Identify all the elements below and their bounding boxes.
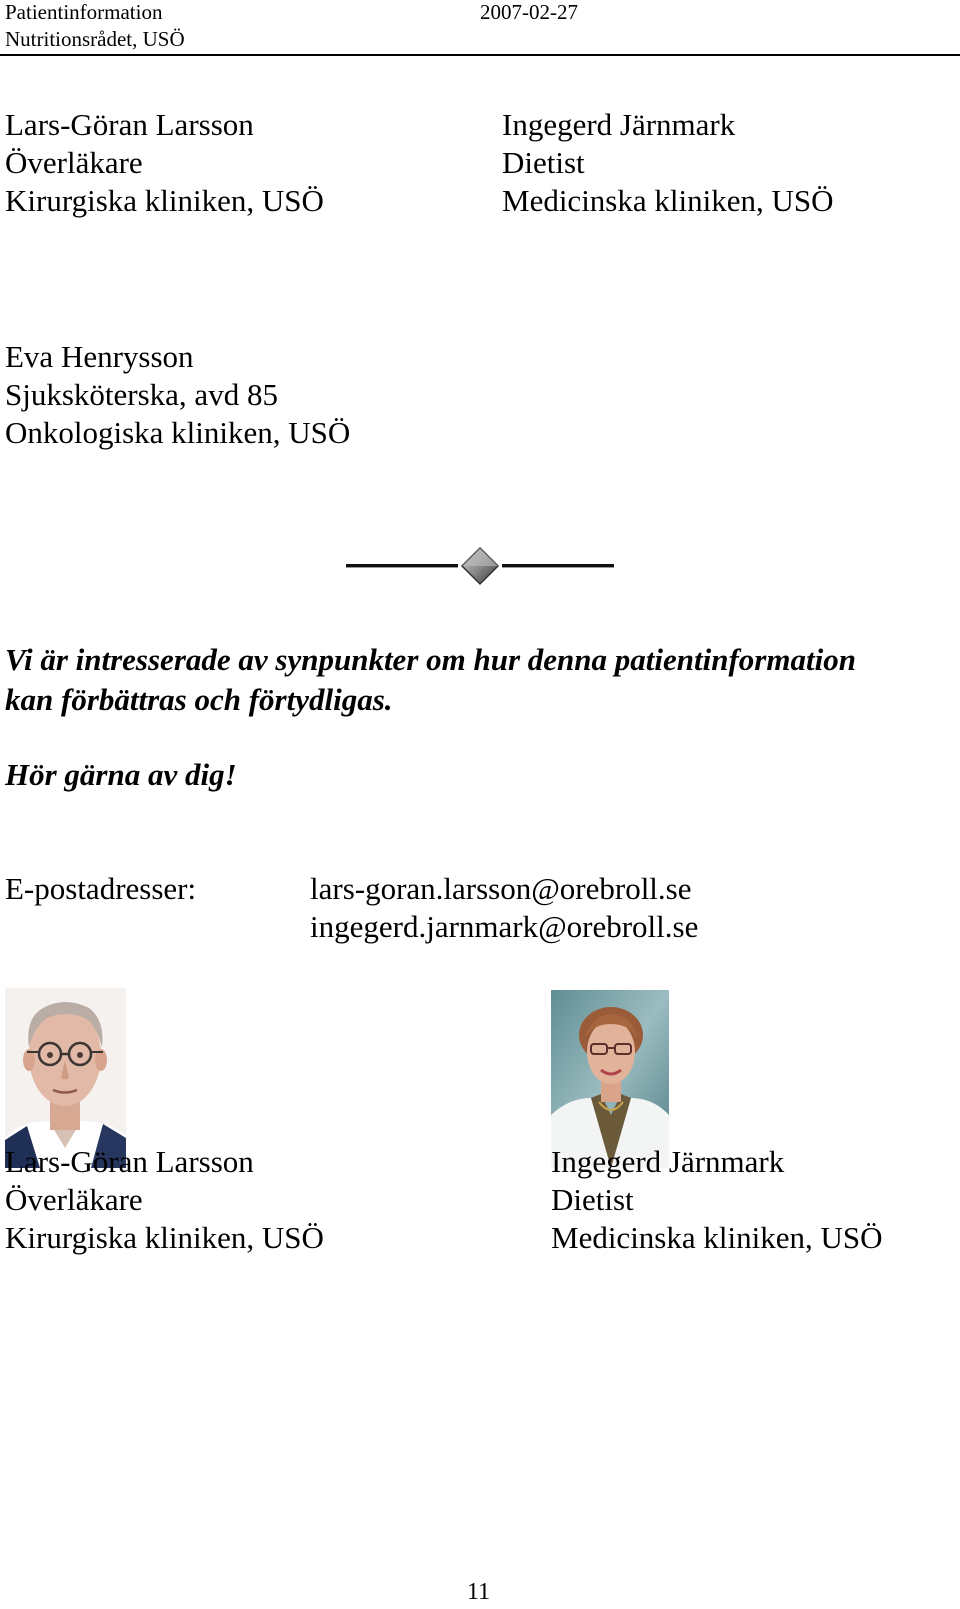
author-name: Ingegerd Järnmark [551, 1144, 785, 1179]
email-link-jarnmark[interactable]: ingegerd.jarnmark@orebroll.se [310, 909, 699, 944]
organization: Nutritionsrådet, USÖ [5, 27, 185, 51]
email-list [310, 870, 698, 946]
author-dept: Kirurgiska kliniken, USÖ [5, 1220, 324, 1255]
author-dept: Medicinska kliniken, USÖ [502, 183, 834, 218]
author-name: Eva Henrysson [5, 339, 194, 374]
page-number: 11 [467, 1579, 491, 1605]
author-caption-larsson [5, 1143, 324, 1257]
author-title: Sjuksköterska, avd 85 [5, 377, 278, 412]
feedback-line: Vi är intresserade av synpunkter om hur denna patientinformation [5, 642, 856, 677]
author-name: Ingegerd Järnmark [502, 107, 736, 142]
diamond-divider-icon [346, 546, 614, 586]
author-name: Lars-Göran Larsson [5, 1144, 254, 1179]
portrait-larsson [5, 988, 126, 1168]
author-block-jarnmark [502, 106, 834, 220]
author-caption-jarnmark [551, 1143, 883, 1257]
feedback-line: kan förbättras och förtydligas. [5, 682, 393, 717]
author-dept: Onkologiska kliniken, USÖ [5, 415, 351, 450]
portrait-jarnmark [551, 990, 669, 1168]
doc-type: Patientinformation [5, 0, 163, 24]
author-dept: Medicinska kliniken, USÖ [551, 1220, 883, 1255]
author-name: Lars-Göran Larsson [5, 107, 254, 142]
email-label: E-postadresser: [5, 871, 197, 906]
author-title: Dietist [502, 145, 585, 180]
feedback-request [5, 640, 856, 720]
document-date: 2007-02-27 [480, 0, 578, 24]
author-block-henrysson [5, 338, 350, 452]
author-title: Dietist [551, 1182, 634, 1217]
email-link-larsson[interactable]: lars-goran.larsson@orebroll.se [310, 871, 692, 906]
author-title: Överläkare [5, 145, 143, 180]
author-dept: Kirurgiska kliniken, USÖ [5, 183, 324, 218]
feedback-closing: Hör gärna av dig! [5, 757, 237, 792]
header-divider [0, 54, 960, 56]
author-title: Överläkare [5, 1182, 143, 1217]
author-block-larsson [5, 106, 324, 220]
